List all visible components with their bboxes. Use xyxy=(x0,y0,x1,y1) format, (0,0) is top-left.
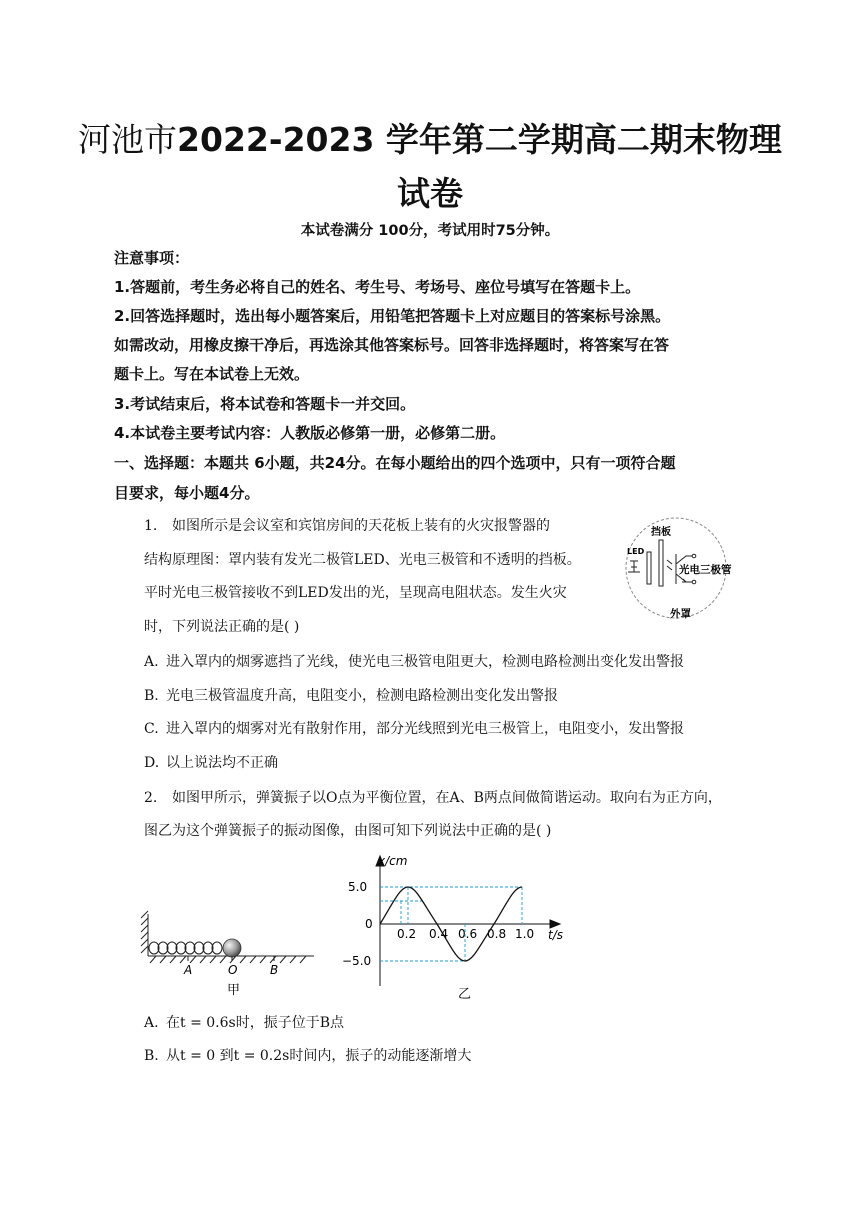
label-b: B xyxy=(270,963,279,977)
y-tick-label-top: 5.0 xyxy=(348,880,368,894)
q1-number: 1. xyxy=(144,518,158,534)
notice-line: 题卡上。写在本试卷上无效。 xyxy=(114,365,310,383)
spring-oscillator-figure xyxy=(138,908,318,998)
led-icon xyxy=(628,561,640,572)
label-o: O xyxy=(228,963,238,977)
title-rest: 2022-2023 学年第二学期高二期末物理 xyxy=(177,120,782,159)
q1-stem-line: 时，下列说法正确的是( ) xyxy=(144,619,300,635)
q1-stem-line: 结构原理图：罩内装有发光二极管LED、光电三极管和不透明的挡板。 xyxy=(144,552,581,568)
figure-a-caption: 甲 xyxy=(227,983,241,998)
notice-line: 3.考试结束后，将本试卷和答题卡一并交回。 xyxy=(114,395,416,413)
x-tick-label: 0.4 xyxy=(429,927,449,941)
graph-axes xyxy=(376,856,560,986)
q1-option-b[interactable]: B. 光电三极管温度升高，电阻变小，检测电路检测出变化发出警报 xyxy=(144,688,558,704)
notice-line: 1.答题前，考生务必将自己的姓名、考生号、考场号、座位号填写在答题卡上。 xyxy=(114,278,641,296)
x-tick-label: 1.0 xyxy=(515,927,535,941)
cover-label: 外罩 xyxy=(670,608,691,620)
q1-stem-line: 如图所示是会议室和宾馆房间的天花板上装有的火灾报警器的 xyxy=(172,518,550,534)
x-tick-label: 0.8 xyxy=(487,927,507,941)
title-prefix: 河池市 xyxy=(78,120,178,159)
q2-option-b[interactable]: B. 从t = 0 到t = 0.2s时间内，振子的动能逐渐增大 xyxy=(144,1048,472,1064)
lens-icon xyxy=(647,552,651,584)
transistor-label: 光电三极管 xyxy=(679,564,732,576)
q2-stem-line: 图乙为这个弹簧振子的振动图像，由图可知下列说法中正确的是( ) xyxy=(144,823,552,839)
y-tick-label-bottom: −5.0 xyxy=(342,954,372,968)
q1-option-a[interactable]: A. 进入罩内的烟雾遮挡了光线，使光电三极管电阻更大，检测电路检测出变化发出警报 xyxy=(144,654,684,670)
exam-title-line2: 试卷 xyxy=(397,174,463,213)
section-heading-line2: 目要求，每小题4分。 xyxy=(114,484,260,502)
figure-b-caption: 乙 xyxy=(458,987,472,1002)
baffle-label: 挡板 xyxy=(651,527,671,538)
spring-coils xyxy=(149,942,222,954)
q2-option-a[interactable]: A. 在t = 0.6s时，振子位于B点 xyxy=(144,1015,344,1031)
baffle-plate xyxy=(659,540,663,586)
origin-label: 0 xyxy=(365,917,373,931)
q1-stem-line: 平时光电三极管接收不到LED发出的光，呈现高电阻状态。发生火灾 xyxy=(144,585,567,601)
x-tick-label: 0.2 xyxy=(397,927,417,941)
smoke-detector-figure xyxy=(606,514,760,626)
led-label: LED xyxy=(627,547,645,556)
notice-heading: 注意事项： xyxy=(114,249,190,267)
q2-stem-line: 如图甲所示，弹簧振子以O点为平衡位置，在A、B两点间做简谐运动。取向右为正方向， xyxy=(172,790,722,806)
notice-line: 如需改动，用橡皮擦干净后，再选涂其他答案标号。回答非选择题时，将答案写在答 xyxy=(114,336,670,354)
notice-line: 4.本试卷主要考试内容：人教版必修第一册，必修第二册。 xyxy=(114,424,506,442)
q2-number: 2. xyxy=(144,790,158,806)
section-heading-line1: 一、选择题：本题共 6小题，共24分。在每小题给出的四个选项中，只有一项符合题 xyxy=(114,454,676,472)
q1-option-d[interactable]: D. 以上说法均不正确 xyxy=(144,755,278,771)
label-a: A xyxy=(184,963,193,977)
exam-title-line1 xyxy=(0,118,860,162)
x-axis-label: t/s xyxy=(548,928,563,942)
wall-hatch xyxy=(141,911,148,956)
q1-option-c[interactable]: C. 进入罩内的烟雾对光有散射作用，部分光线照到光电三极管上，电阻变小，发出警报 xyxy=(144,721,684,737)
y-axis-label: x/cm xyxy=(378,854,408,868)
x-tick-label: 0.6 xyxy=(458,927,478,941)
notice-line: 2.回答选择题时，选出每小题答案后，用铅笔把答题卡上对应题目的答案标号涂黑。 xyxy=(114,307,671,325)
oscillator-ball xyxy=(223,939,241,957)
vibration-graph xyxy=(338,850,578,1002)
exam-subtitle: 本试卷满分 100分，考试用时75分钟。 xyxy=(300,223,560,239)
